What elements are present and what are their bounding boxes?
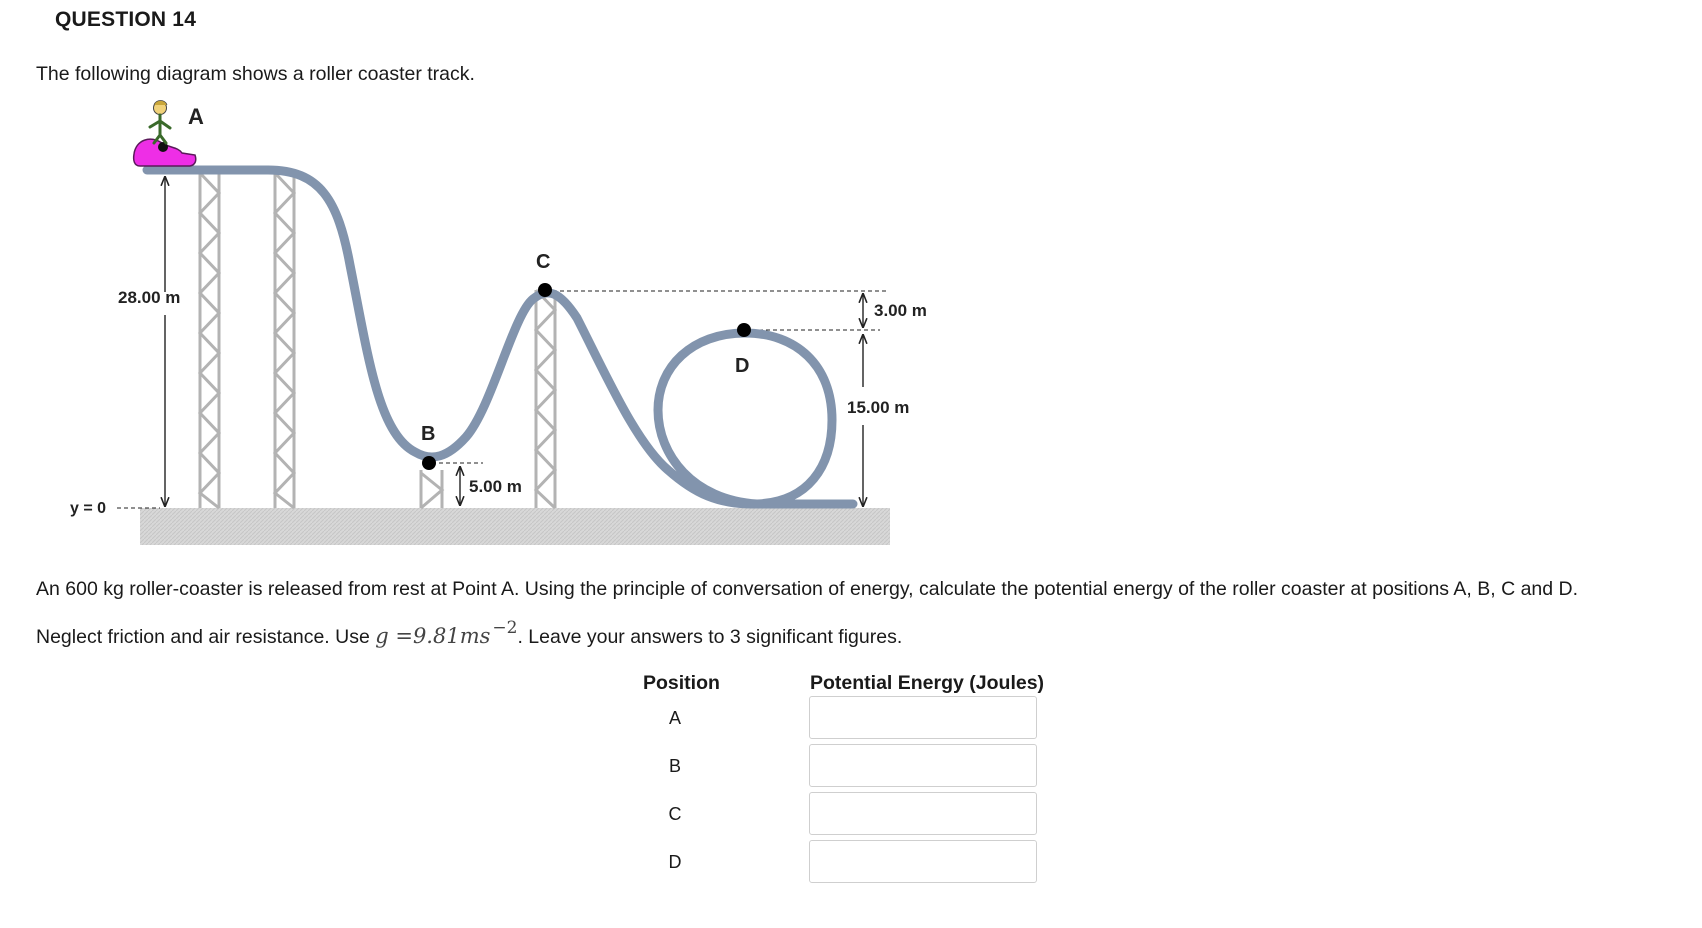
height-label-b: 5.00 m xyxy=(469,477,522,496)
row-label-d: D xyxy=(668,852,682,872)
row-label-a: A xyxy=(668,708,681,728)
roller-coaster-diagram xyxy=(0,95,927,555)
gap-label-cd: 3.00 m xyxy=(874,301,927,320)
support-tower-b xyxy=(421,470,442,508)
coaster-car-icon xyxy=(134,101,196,167)
point-label-c: C xyxy=(536,251,551,273)
question-title: QUESTION 14 xyxy=(55,8,197,31)
answer-input-a[interactable] xyxy=(809,696,1037,739)
ground-label: y = 0 xyxy=(70,500,107,517)
point-c-marker xyxy=(538,283,552,297)
problem-instructions xyxy=(36,618,902,649)
gravity-expression: g =9.81ms xyxy=(375,624,491,648)
problem-statement: An 600 kg roller-coaster is released from rest at Point A. Using the principle of conversation of energy, calculate the potential energy of the roller coaster at positions A, B, C and D. xyxy=(36,578,1579,600)
row-label-c: C xyxy=(668,804,682,824)
instructions-prefix: Neglect friction and air resistance. Use xyxy=(36,626,376,648)
energy-column-header: Potential Energy (Joules) xyxy=(810,672,1045,694)
point-label-b: B xyxy=(421,423,436,445)
support-tower-c xyxy=(536,290,555,508)
answer-input-c[interactable] xyxy=(809,792,1037,835)
height-label-a: 28.00 m xyxy=(118,288,181,307)
gravity-exponent: −2 xyxy=(492,618,518,638)
answer-input-b[interactable] xyxy=(809,744,1037,787)
support-tower-1 xyxy=(200,173,219,508)
point-d-marker xyxy=(737,323,751,337)
height-label-d: 15.00 m xyxy=(847,398,910,417)
track xyxy=(147,170,853,504)
support-tower-2 xyxy=(275,173,294,508)
row-label-b: B xyxy=(668,756,681,776)
point-label-d: D xyxy=(735,355,750,377)
ground xyxy=(140,508,890,545)
answer-input-d[interactable] xyxy=(809,840,1037,883)
intro-text: The following diagram shows a roller coaster track. xyxy=(36,63,475,85)
point-label-a: A xyxy=(188,104,204,129)
instructions-suffix: . Leave your answers to 3 significant figures. xyxy=(517,626,903,648)
point-b-marker xyxy=(422,456,436,470)
position-column-header: Position xyxy=(643,672,720,694)
